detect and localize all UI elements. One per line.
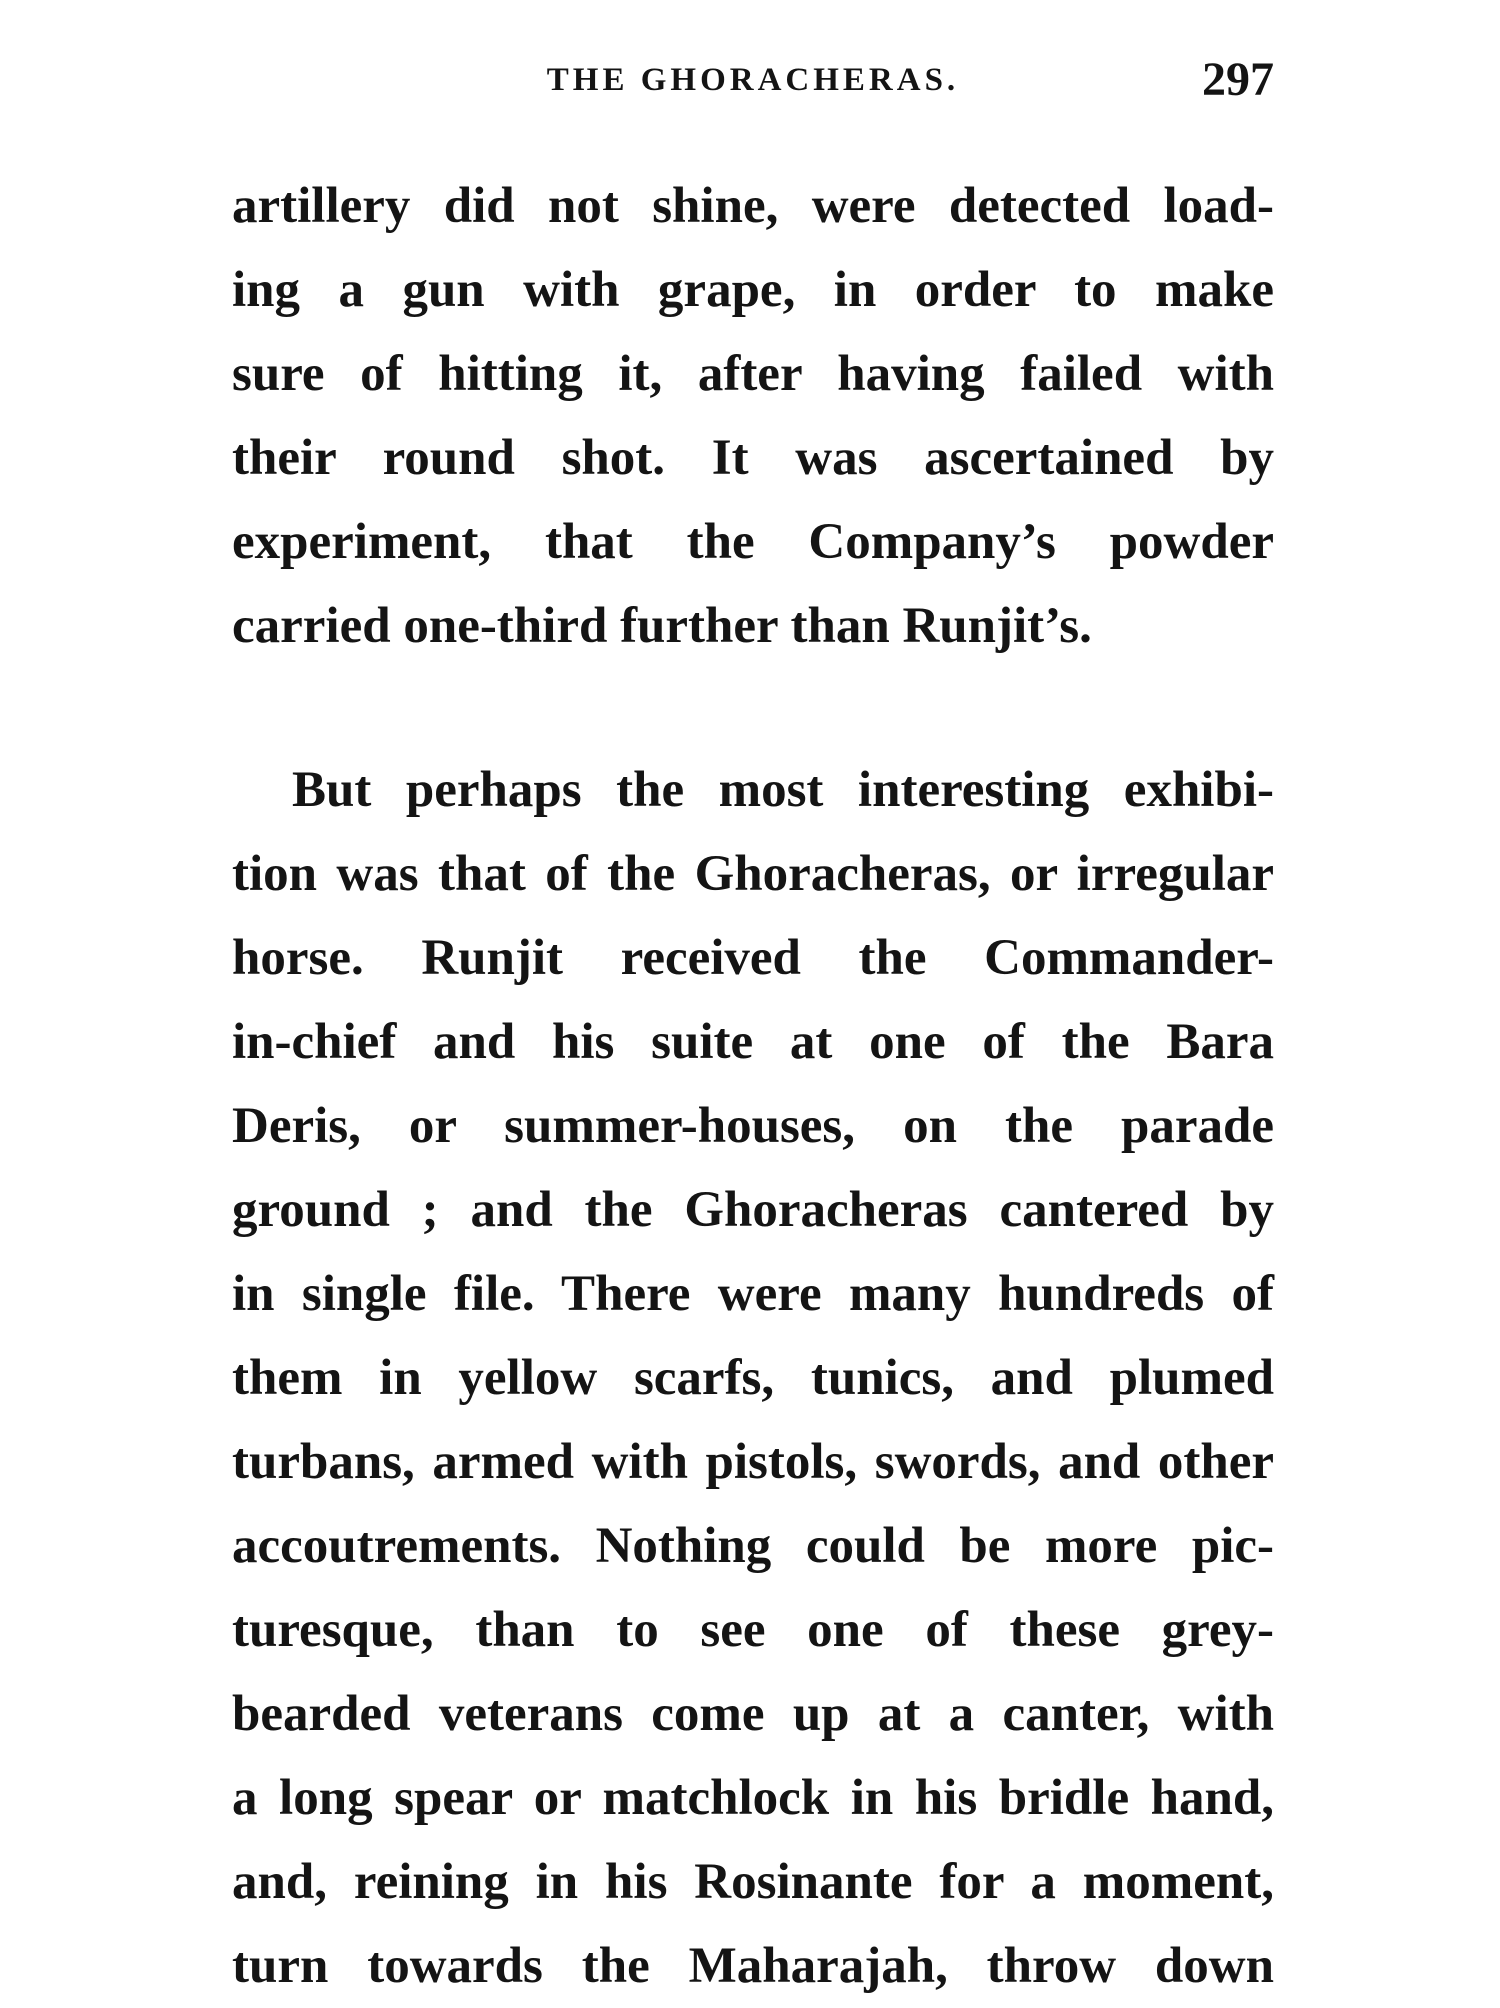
- text-line: their round shot. It was ascertained by: [232, 430, 1274, 486]
- text-line: sure of hitting it, after having failed with: [232, 346, 1274, 402]
- text-line: ing a gun with grape, in order to make: [232, 262, 1274, 318]
- text-line: them in yellow scarfs, tunics, and plumed: [232, 1350, 1274, 1406]
- text-line: in single file. There were many hundreds of: [232, 1266, 1274, 1322]
- text-line: in-chief and his suite at one of the Bara: [232, 1014, 1274, 1070]
- text-line: ground ; and the Ghoracheras cantered by: [232, 1182, 1274, 1238]
- paragraph: [232, 748, 1274, 2008]
- page-number: 297: [1202, 53, 1274, 106]
- paragraph: [232, 164, 1274, 668]
- text-line: experiment, that the Company’s powder: [232, 514, 1274, 570]
- text-line: horse. Runjit received the Commander-: [232, 930, 1274, 986]
- text-line: artillery did not shine, were detected load-: [232, 178, 1274, 234]
- text-line: a long spear or matchlock in his bridle hand,: [232, 1770, 1274, 1826]
- running-head: [232, 52, 1274, 112]
- text-line: Deris, or summer-houses, on the parade: [232, 1098, 1274, 1154]
- text-line: carried one-third further than Runjit’s.: [232, 598, 1092, 654]
- text-line: bearded veterans come up at a canter, with: [232, 1686, 1274, 1742]
- text-line: accoutrements. Nothing could be more pic-: [232, 1518, 1274, 1574]
- text-line: and, reining in his Rosinante for a moment,: [232, 1854, 1274, 1910]
- text-line: turn towards the Maharajah, throw down: [232, 1938, 1274, 1994]
- text-line: turbans, armed with pistols, swords, and other: [232, 1434, 1274, 1490]
- body-text: [232, 164, 1274, 2008]
- running-head-title: THE GHORACHERAS.: [546, 62, 960, 98]
- paragraph-break: [232, 668, 1274, 748]
- text-line: tion was that of the Ghoracheras, or irregular: [232, 846, 1274, 902]
- text-line: But perhaps the most interesting exhibi-: [292, 762, 1274, 818]
- text-line: turesque, than to see one of these grey-: [232, 1602, 1274, 1658]
